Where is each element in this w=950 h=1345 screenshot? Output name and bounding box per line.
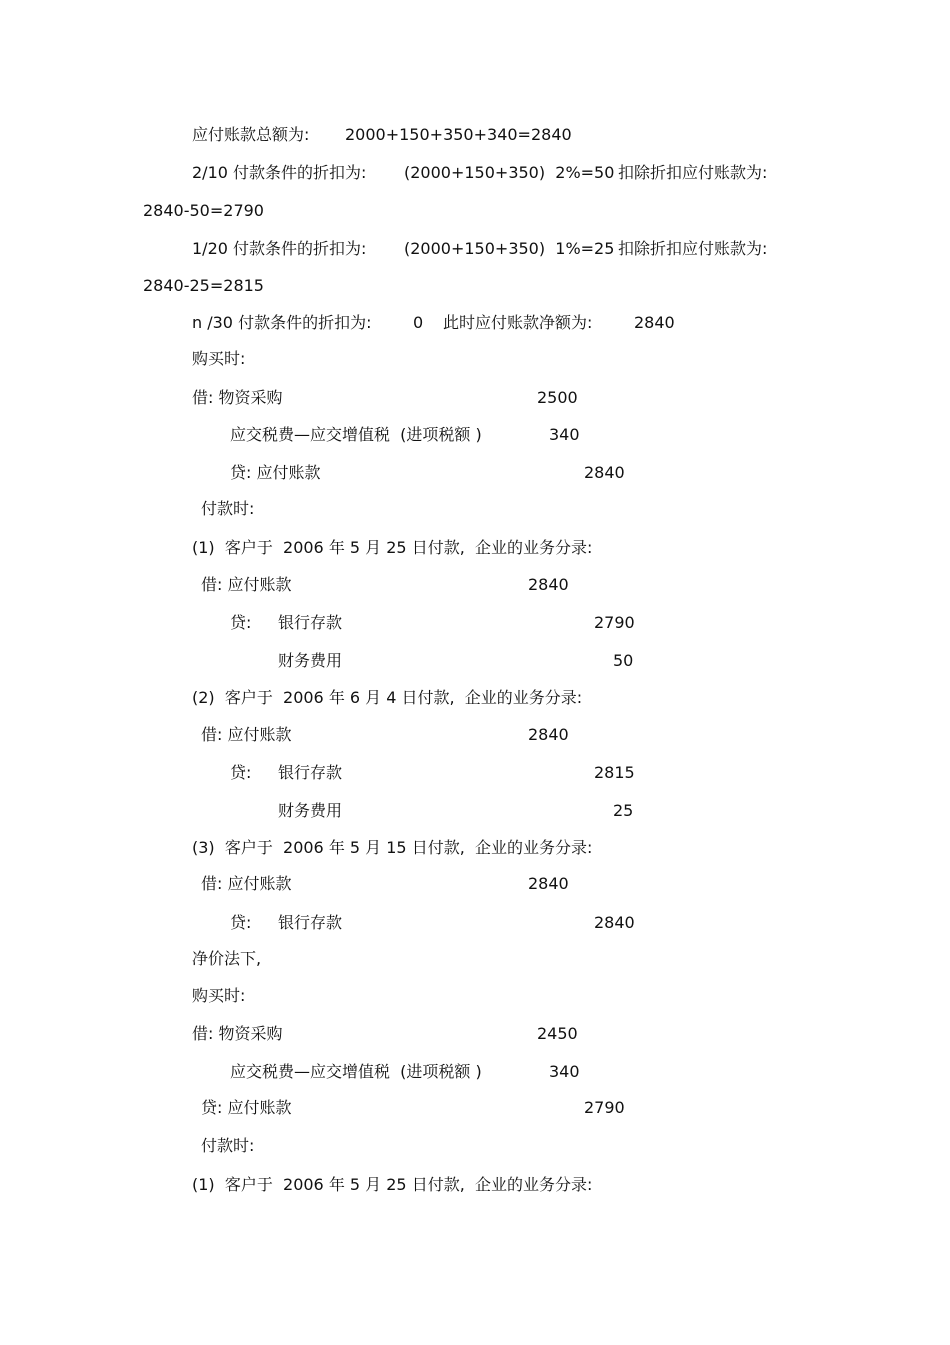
entry-debit-account: 借: 应付账款 bbox=[201, 575, 292, 594]
entry-credit-account: 贷: 应付账款 bbox=[230, 463, 321, 482]
entry-debit-account: 借: 应付账款 bbox=[201, 725, 292, 744]
section-net-price-method: 净价法下, bbox=[192, 949, 262, 968]
discount-1-20-after-label: 扣除折扣应付账款为: bbox=[618, 239, 768, 258]
section-payment: 付款时: bbox=[201, 499, 255, 518]
entry-credit-account: 银行存款 bbox=[278, 763, 343, 782]
entry-debit-amount: 2840 bbox=[528, 575, 569, 594]
section-purchase: 购买时: bbox=[192, 986, 246, 1005]
entry-credit-account: 贷: 应付账款 bbox=[201, 1098, 292, 1117]
entry-credit-account: 银行存款 bbox=[278, 913, 343, 932]
case-3-heading: (3) 客户于 2006 年 5 月 15 日付款, 企业的业务分录: bbox=[192, 838, 593, 857]
entry-debit-account: 借: 物资采购 bbox=[192, 1024, 283, 1043]
discount-2-10-label: 2/10 付款条件的折扣为: bbox=[192, 163, 367, 182]
entry-credit-account: 银行存款 bbox=[278, 613, 343, 632]
section-purchase: 购买时: bbox=[192, 349, 246, 368]
net-payable-value: 2840 bbox=[634, 313, 675, 332]
entry-credit-amount: 2790 bbox=[584, 1098, 625, 1117]
case-1-heading: (1) 客户于 2006 年 5 月 25 日付款, 企业的业务分录: bbox=[192, 538, 593, 557]
discount-2-10-result: 2840-50=2790 bbox=[143, 201, 264, 220]
entry-credit-amount: 25 bbox=[613, 801, 634, 820]
entry-debit-amount: 2840 bbox=[528, 725, 569, 744]
discount-n-30-label: n /30 付款条件的折扣为: bbox=[192, 313, 372, 332]
entry-vat-account: 应交税费—应交增值税 (进项税额 ) bbox=[230, 425, 482, 444]
discount-1-20-result: 2840-25=2815 bbox=[143, 276, 264, 295]
discount-1-20-label: 1/20 付款条件的折扣为: bbox=[192, 239, 367, 258]
entry-debit-account: 借: 物资采购 bbox=[192, 388, 283, 407]
entry-debit-account: 借: 应付账款 bbox=[201, 874, 292, 893]
entry-credit-account: 财务费用 bbox=[278, 801, 343, 820]
entry-credit-amount: 2790 bbox=[594, 613, 635, 632]
entry-debit-amount: 2500 bbox=[537, 388, 578, 407]
entry-credit-amount: 2840 bbox=[594, 913, 635, 932]
entry-debit-amount: 2450 bbox=[537, 1024, 578, 1043]
entry-vat-account: 应交税费—应交增值税 (进项税额 ) bbox=[230, 1062, 482, 1081]
net-payable-label: 此时应付账款净额为: bbox=[443, 313, 593, 332]
entry-credit-label: 贷: bbox=[230, 613, 252, 632]
discount-2-10-after-label: 扣除折扣应付账款为: bbox=[618, 163, 768, 182]
total-payable-label: 应付账款总额为: bbox=[192, 125, 310, 144]
entry-credit-label: 贷: bbox=[230, 763, 252, 782]
total-payable-formula: 2000+150+350+340=2840 bbox=[345, 125, 572, 144]
section-payment: 付款时: bbox=[201, 1136, 255, 1155]
case-1-heading: (1) 客户于 2006 年 5 月 25 日付款, 企业的业务分录: bbox=[192, 1175, 593, 1194]
entry-credit-account: 财务费用 bbox=[278, 651, 343, 670]
entry-vat-amount: 340 bbox=[549, 425, 580, 444]
entry-debit-amount: 2840 bbox=[528, 874, 569, 893]
discount-1-20-formula: (2000+150+350) 1%=25 bbox=[404, 239, 615, 258]
case-2-heading: (2) 客户于 2006 年 6 月 4 日付款, 企业的业务分录: bbox=[192, 688, 583, 707]
entry-credit-amount: 50 bbox=[613, 651, 634, 670]
discount-2-10-formula: (2000+150+350) 2%=50 bbox=[404, 163, 615, 182]
entry-vat-amount: 340 bbox=[549, 1062, 580, 1081]
entry-credit-amount: 2840 bbox=[584, 463, 625, 482]
entry-credit-amount: 2815 bbox=[594, 763, 635, 782]
discount-n-30-value: 0 bbox=[413, 313, 424, 332]
entry-credit-label: 贷: bbox=[230, 913, 252, 932]
